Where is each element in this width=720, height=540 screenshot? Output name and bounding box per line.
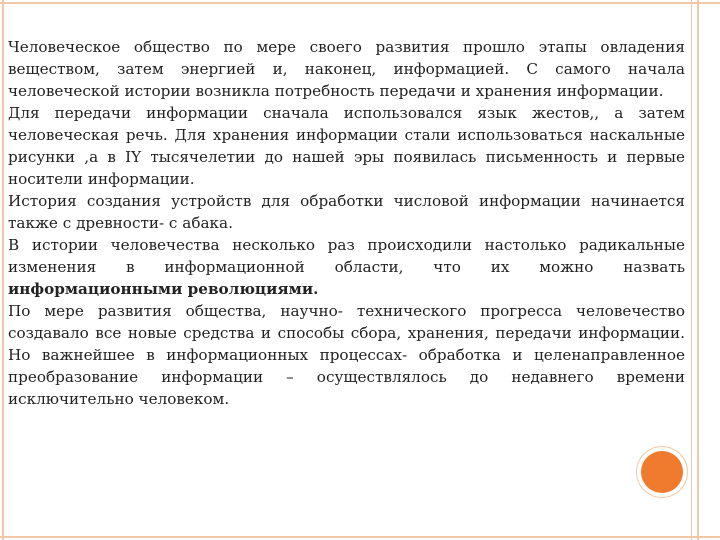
frame-border-top [0, 2, 720, 4]
slide-body-text [8, 36, 685, 410]
paragraph-4-text: В истории человечества несколько раз происходили настолько радикальные изменения в информационной области, что их можно назвать [8, 236, 685, 276]
paragraph-1: Человеческое общество по мере своего развития прошло этапы овладения веществом, затем энергией и, наконец, информацией. С самого начала человеческой истории возникла потребность передачи и хранения информации. [8, 38, 685, 100]
frame-border-bottom [0, 536, 720, 538]
paragraph-2: Для передачи информации сначала использовался язык жестов,, а затем человеческая речь. Для хранения информации стали использоваться наскальные рисунки ,а в IY тысячелетии до нашей эры появилась письменность и первые носители информации. [8, 104, 685, 188]
frame-inner-border-right [691, 0, 692, 540]
frame-border-left [2, 0, 4, 540]
decorative-orange-circle [641, 451, 683, 493]
frame-border-right [697, 0, 699, 540]
paragraph-3: История создания устройств для обработки числовой информации начинается также с древности- с абака. [8, 192, 685, 232]
paragraph-4-bold-term: информационными революциями. [8, 280, 319, 298]
paragraph-5: По мере развития общества, научно- технического прогресса человечество создавало все новые средства и способы сбора, хранения, передачи информации. Но важнейшее в информационных процессах- обработка и целенаправленное преобразование информации – осуществлялось до недавнего времени исключительно человеком. [8, 302, 685, 408]
paragraph-4 [8, 234, 685, 300]
